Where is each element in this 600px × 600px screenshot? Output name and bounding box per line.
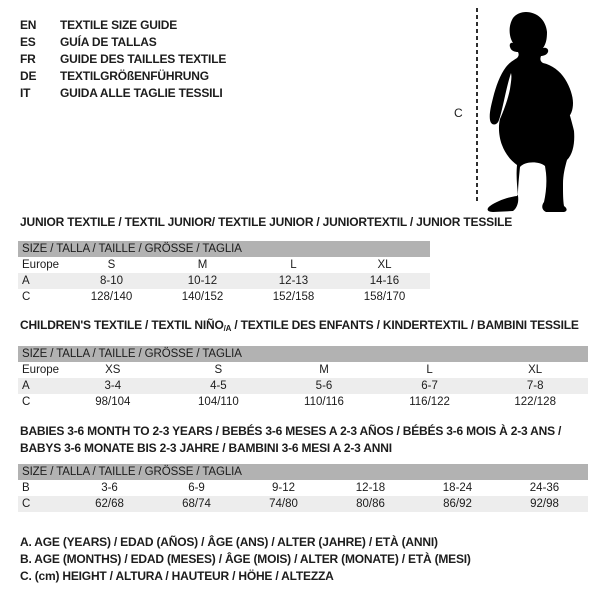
lang-code: DE	[20, 68, 37, 83]
cell: 158/170	[363, 291, 406, 303]
cell: L	[426, 364, 433, 376]
size-header-bar: SIZE / TALLA / TAILLE / GRÖSSE / TAGLIA	[18, 241, 430, 257]
lang-label: GUIDA ALLE TAGLIE TESSILI	[60, 85, 223, 100]
babies-table-title	[20, 423, 561, 457]
cell: 3-6	[101, 482, 118, 494]
lang-label: GUÍA DE TALLAS	[60, 34, 157, 49]
lang-code: IT	[20, 85, 31, 100]
language-list	[20, 16, 226, 101]
note-age-years: A. AGE (YEARS) / EDAD (AÑOS) / ÂGE (ANS) / ALTER (JAHRE) / ETÀ (ANNI)	[20, 535, 438, 549]
row-label: C	[22, 498, 31, 510]
title-subscript: /A	[223, 324, 232, 333]
table-row-months	[18, 480, 588, 496]
table-row-height	[18, 394, 588, 410]
table-row-europe	[18, 362, 588, 378]
note-height-cm: C. (cm) HEIGHT / ALTURA / HAUTEUR / HÖHE / ALTEZZA	[20, 569, 334, 583]
lang-code: EN	[20, 17, 37, 32]
children-table-title	[20, 318, 579, 332]
lang-row-it	[20, 84, 226, 101]
lang-row-es	[20, 33, 226, 50]
row-label: Europe	[22, 364, 60, 376]
cell: 110/116	[304, 396, 344, 408]
table-row-height	[18, 289, 430, 305]
cell: 92/98	[530, 498, 559, 510]
table-row-europe	[18, 257, 430, 273]
row-label: B	[22, 482, 30, 494]
row-label: C	[22, 291, 31, 303]
children-size-table	[18, 346, 588, 410]
cell: 7-8	[526, 380, 544, 392]
toddler-silhouette-figure	[450, 3, 600, 215]
cell: 14-16	[369, 275, 400, 287]
cell: S	[107, 259, 116, 271]
cell: 74/80	[269, 498, 298, 510]
cell: XS	[105, 364, 121, 376]
babies-title-line2: BABYS 3-6 MONATE BIS 2-3 JAHRE / BAMBINI 3-6 MESI A 2-3 ANNI	[20, 441, 392, 455]
title-part: CHILDREN'S TEXTILE / TEXTIL NIÑO	[20, 318, 224, 332]
lang-label: TEXTILE SIZE GUIDE	[60, 17, 178, 32]
table-row-age	[18, 378, 588, 394]
junior-table-title: JUNIOR TEXTILE / TEXTIL JUNIOR/ TEXTILE JUNIOR / JUNIORTEXTIL / JUNIOR TESSILE	[20, 215, 513, 229]
row-label: C	[22, 396, 31, 408]
table-row-age	[18, 273, 430, 289]
lang-row-de	[20, 67, 226, 84]
cell: 6-9	[188, 482, 205, 494]
row-label: A	[22, 275, 30, 287]
cell: 122/128	[514, 396, 556, 408]
cell: 116/122	[409, 396, 450, 408]
cell: 12-13	[278, 275, 309, 287]
lang-code: ES	[20, 34, 36, 49]
cell: S	[214, 364, 223, 376]
size-header-bar: SIZE / TALLA / TAILLE / GRÖSSE / TAGLIA	[18, 346, 588, 362]
cell: XL	[528, 364, 543, 376]
babies-title-line1: BABIES 3-6 MONTH TO 2-3 YEARS / BEBÉS 3-6 MESES A 2-3 AÑOS / BÉBÉS 3-6 MOIS À 2-3 ANS /	[20, 424, 562, 438]
cell: 12-18	[355, 482, 386, 494]
cell: M	[319, 364, 329, 376]
cell: 86/92	[443, 498, 472, 510]
cell: 5-6	[315, 380, 333, 392]
cell: 18-24	[442, 482, 473, 494]
cell: 24-36	[529, 482, 560, 494]
cell: 104/110	[198, 396, 239, 408]
table-row-height	[18, 496, 588, 512]
cell: 9-12	[271, 482, 296, 494]
lang-row-en	[20, 16, 226, 33]
cell: 62/68	[95, 498, 124, 510]
cell: M	[197, 259, 208, 271]
row-label: Europe	[22, 259, 60, 271]
toddler-silhouette	[488, 12, 575, 212]
junior-size-table	[18, 241, 430, 305]
lang-label: GUIDE DES TAILLES TEXTILE	[60, 51, 227, 66]
title-part: / TEXTILE DES ENFANTS / KINDERTEXTIL / BAMBINI TESSILE	[231, 318, 579, 332]
cell: 140/152	[181, 291, 224, 303]
cell: L	[290, 259, 297, 271]
babies-size-table	[18, 464, 588, 512]
cell: 128/140	[90, 291, 133, 303]
lang-row-fr	[20, 50, 226, 67]
cell: 3-4	[104, 380, 122, 392]
lang-label: TEXTILGRÖßENFÜHRUNG	[60, 68, 209, 83]
cell: 10-12	[187, 275, 218, 287]
cell: 152/158	[272, 291, 315, 303]
legend-notes	[20, 534, 471, 585]
cell: 8-10	[99, 275, 124, 287]
cell: 6-7	[421, 380, 438, 392]
cell: 68/74	[182, 498, 211, 510]
cell: XL	[377, 259, 392, 271]
size-header-bar: SIZE / TALLA / TAILLE / GRÖSSE / TAGLIA	[18, 464, 588, 480]
cell: 98/104	[95, 396, 131, 408]
row-label: A	[22, 380, 30, 392]
height-measure-label: C	[454, 106, 463, 120]
lang-code: FR	[20, 51, 36, 66]
note-age-months: B. AGE (MONTHS) / EDAD (MESES) / ÂGE (MOIS) / ALTER (MONATE) / ETÀ (MESI)	[20, 552, 471, 566]
cell: 80/86	[356, 498, 385, 510]
cell: 4-5	[210, 380, 227, 392]
